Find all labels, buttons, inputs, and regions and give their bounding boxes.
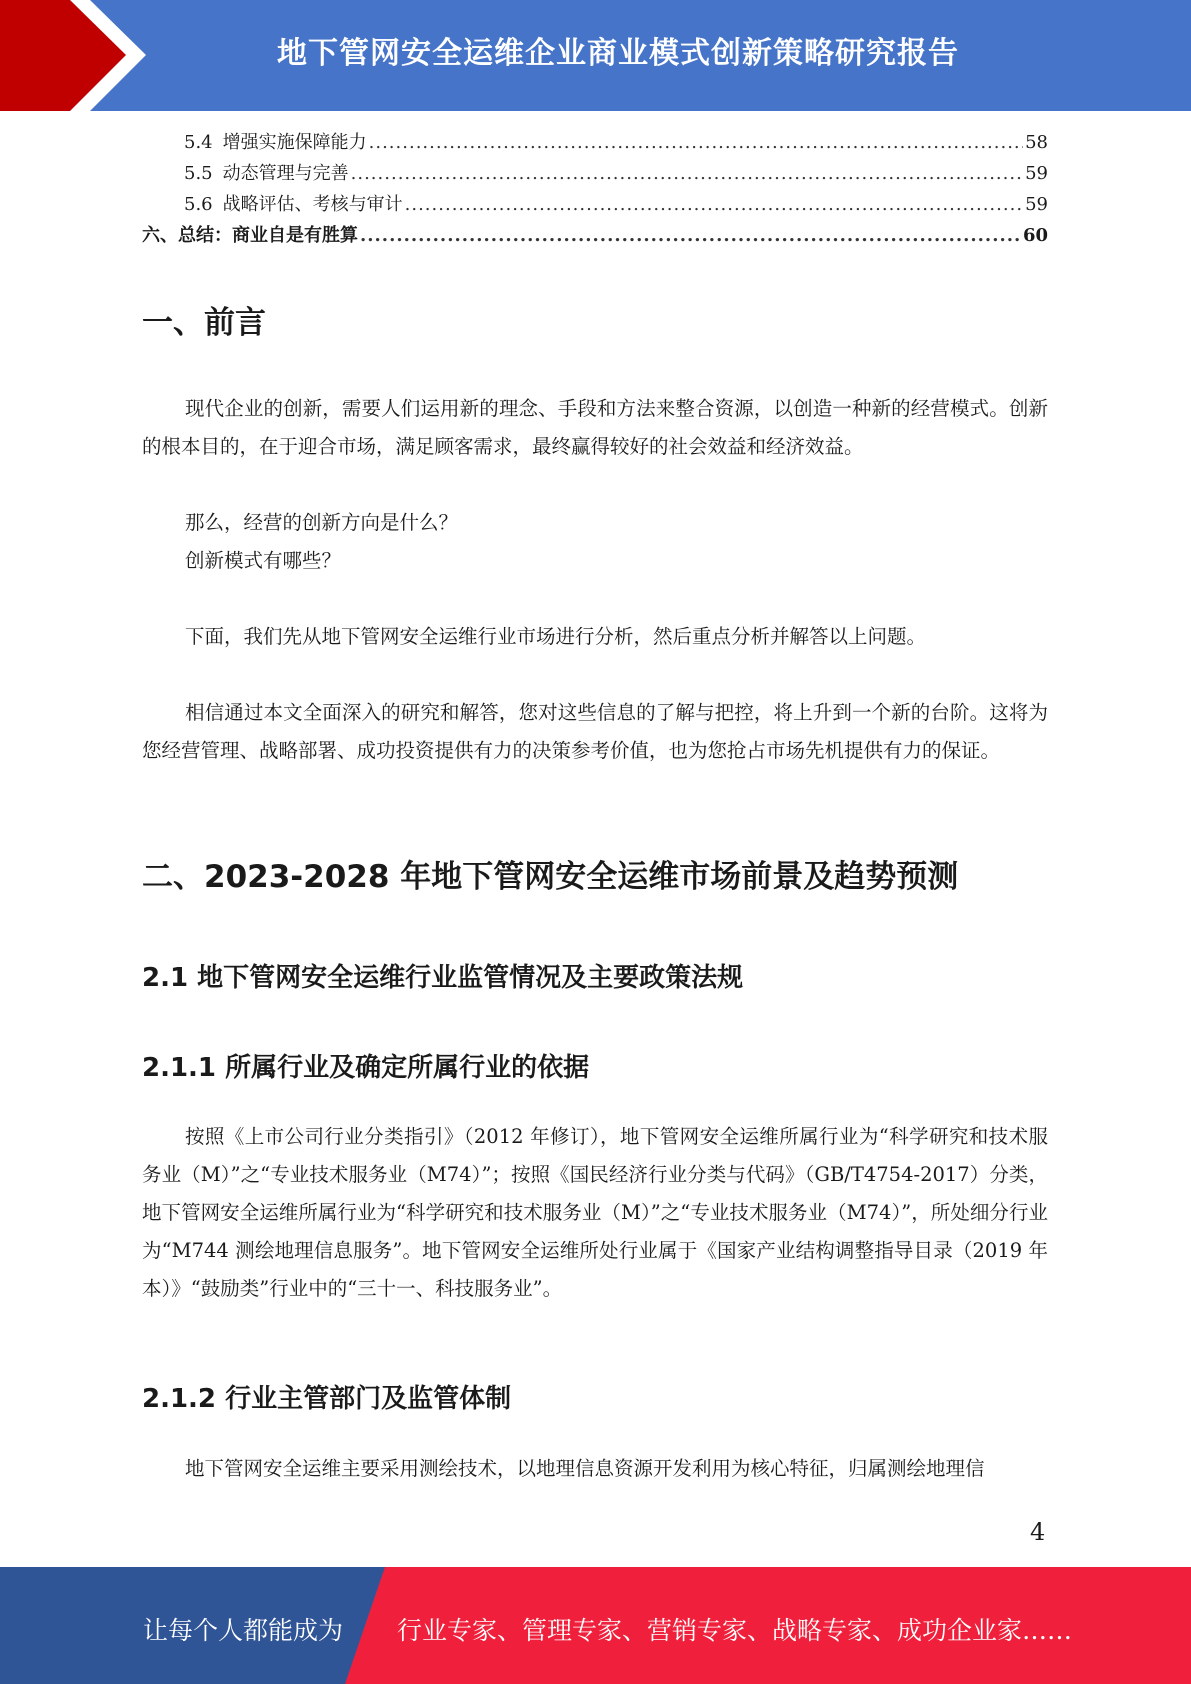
preface-question-1: 那么，经营的创新方向是什么？ xyxy=(185,511,459,534)
toc-page: 58 xyxy=(1025,132,1048,153)
toc-label: 六、总结：商业自是有胜算 xyxy=(142,225,358,246)
toc-number: 5.4 xyxy=(184,132,213,153)
toc-entry-5-4[interactable] xyxy=(142,128,1048,159)
toc-label: 动态管理与完善 xyxy=(222,163,349,184)
section-2-1-1-heading: 2.1.1 所属行业及确定所属行业的依据 xyxy=(142,1053,590,1083)
footer-slogan-left: 让每个人都能成为 xyxy=(143,1616,344,1645)
preface-paragraph-3: 相信通过本文全面深入的研究和解答，您对这些信息的了解与把控，将上升到一个新的台阶。这将为您经营管理、战略部署、成功投资提供有力的决策参考价值，也为您抢占市场先机提供有力的保证。 xyxy=(142,701,1048,762)
section-2-1-heading: 2.1 地下管网安全运维行业监管情况及主要政策法规 xyxy=(142,963,744,993)
toc-page: 59 xyxy=(1025,194,1048,215)
footer-slogan-right: 行业专家、管理专家、营销专家、战略专家、成功企业家…… xyxy=(397,1616,1073,1645)
toc-leader xyxy=(369,132,1023,153)
toc-number: 5.6 xyxy=(184,194,213,215)
section-2-1-2-heading: 2.1.2 行业主管部门及监管体制 xyxy=(142,1384,512,1414)
toc-entry-6[interactable] xyxy=(142,221,1048,252)
toc-page: 59 xyxy=(1025,163,1048,184)
toc-entry-5-5[interactable] xyxy=(142,159,1048,190)
toc-label: 战略评估、考核与审计 xyxy=(222,194,403,215)
toc-number: 5.5 xyxy=(184,163,213,184)
preface-question-2: 创新模式有哪些？ xyxy=(185,549,342,572)
table-of-contents xyxy=(142,128,1048,252)
section-2-1-2-paragraph: 地下管网安全运维主要采用测绘技术，以地理信息资源开发利用为核心特征，归属测绘地理信 xyxy=(185,1457,985,1480)
toc-label: 增强实施保障能力 xyxy=(222,132,367,153)
page-number: 4 xyxy=(1030,1518,1046,1546)
toc-leader xyxy=(360,225,1021,246)
toc-page: 60 xyxy=(1022,225,1048,246)
preface-paragraph-1: 现代企业的创新，需要人们运用新的理念、手段和方法来整合资源，以创造一种新的经营模式。创新的根本目的，在于迎合市场，满足顾客需求，最终赢得较好的社会效益和经济效益。 xyxy=(142,397,1048,458)
preface-heading: 一、前言 xyxy=(142,305,266,341)
report-title: 地下管网安全运维企业商业模式创新策略研究报告 xyxy=(277,36,959,71)
section-2-1-1-paragraph: 按照《上市公司行业分类指引》（2012 年修订），地下管网安全运维所属行业为“科学研究和技术服务业（M）”之“专业技术服务业（M74）”；按照《国民经济行业分类与代码》（GB/T4754-2017）分类，地下管网安全运维所属行业为“科学研究和技术服务业（M）”之“专业技术服务业（M74）”，所处细分行业为“M744 测绘地理信息服务”。地下管网安全运维所处行业属于《国家产业结构调整指导目录（2019 年本）》“鼓励类”行业中的“三十一、科技服务业”。 xyxy=(142,1125,1048,1300)
market-heading: 二、2023-2028 年地下管网安全运维市场前景及趋势预测 xyxy=(142,859,959,895)
preface-paragraph-2: 下面，我们先从地下管网安全运维行业市场进行分析，然后重点分析并解答以上问题。 xyxy=(185,625,927,648)
page-footer xyxy=(0,1567,1191,1684)
toc-leader xyxy=(405,194,1023,215)
page-header xyxy=(0,0,1191,111)
toc-entry-5-6[interactable] xyxy=(142,190,1048,221)
toc-leader xyxy=(351,163,1023,184)
